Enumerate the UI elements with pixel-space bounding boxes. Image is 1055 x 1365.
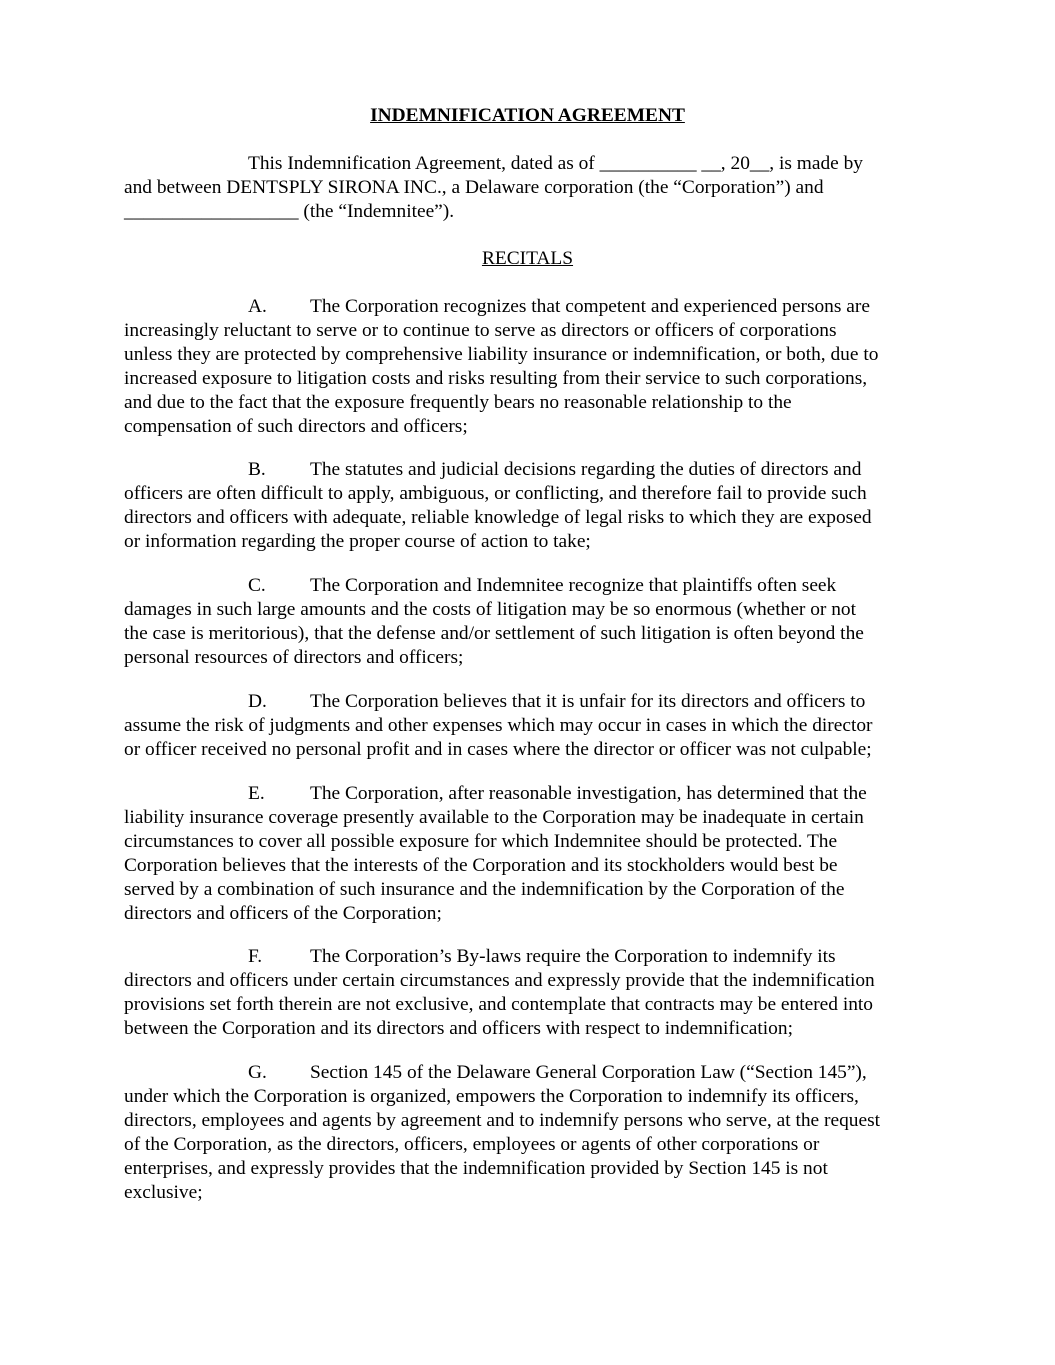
recital-d	[124, 690, 954, 762]
recital-text: The statutes and judicial decisions regarding the duties of directors and	[310, 459, 862, 480]
recital-line: circumstances to cover all possible exposure for which Indemnitee should be protected. The	[124, 831, 838, 852]
recitals-heading: RECITALS	[481, 248, 574, 269]
recital-line: of the Corporation, as the directors, officers, employees or agents of other corporations or	[124, 1134, 820, 1155]
recital-b	[124, 458, 954, 554]
recital-c	[124, 574, 954, 670]
recital-line: enterprises, and expressly provides that the indemnification provided by Section 145 is not	[124, 1158, 828, 1179]
recital-line: between the Corporation and its directors and officers with respect to indemnification;	[124, 1018, 793, 1039]
recital-letter: G.	[248, 1062, 267, 1083]
recital-line: increased exposure to litigation costs and risks resulting from their service to such corporations,	[124, 368, 868, 389]
recital-line: directors, employees and agents by agreement and to indemnify persons who serve, at the request	[124, 1110, 880, 1131]
document-title: INDEMNIFICATION AGREEMENT	[370, 105, 685, 126]
recital-text: Section 145 of the Delaware General Corporation Law (“Section 145”),	[310, 1062, 867, 1083]
recital-line: under which the Corporation is organized, empowers the Corporation to indemnify its officers,	[124, 1086, 859, 1107]
recital-line: or information regarding the proper course of action to take;	[124, 531, 591, 552]
recital-line: liability insurance coverage presently available to the Corporation may be inadequate in certain	[124, 807, 864, 828]
recital-line: assume the risk of judgments and other expenses which may occur in cases in which the director	[124, 715, 873, 736]
recital-letter: C.	[248, 575, 266, 596]
recital-line	[124, 574, 954, 598]
recital-line: the case is meritorious), that the defense and/or settlement of such litigation is often beyond the	[124, 623, 864, 644]
recital-line: provisions set forth therein are not exclusive, and contemplate that contracts may be entered into	[124, 994, 873, 1015]
recital-line	[124, 782, 954, 806]
recital-line: officers are often difficult to apply, ambiguous, or conflicting, and therefore fail to provide such	[124, 483, 867, 504]
recital-g	[124, 1061, 954, 1205]
recital-line: and due to the fact that the exposure frequently bears no reasonable relationship to the	[124, 392, 792, 413]
recital-line: directors and officers with adequate, reliable knowledge of legal risks to which they are exposed	[124, 507, 872, 528]
recital-text: The Corporation believes that it is unfair for its directors and officers to	[310, 691, 866, 712]
recital-line: increasingly reluctant to serve or to continue to serve as directors or officers of corporations	[124, 320, 837, 341]
recital-text: The Corporation’s By-laws require the Corporation to indemnify its	[310, 946, 836, 967]
recital-line	[124, 945, 954, 969]
recital-a	[124, 295, 954, 439]
recital-text: The Corporation and Indemnitee recognize that plaintiffs often seek	[310, 575, 837, 596]
recital-text: The Corporation, after reasonable investigation, has determined that the	[310, 783, 867, 804]
recital-letter: B.	[248, 459, 266, 480]
recital-line	[124, 690, 954, 714]
recital-line	[124, 295, 954, 319]
recital-letter: D.	[248, 691, 267, 712]
recital-line: exclusive;	[124, 1182, 203, 1203]
intro-line: and between DENTSPLY SIRONA INC., a Delaware corporation (the “Corporation”) and	[124, 177, 824, 198]
intro-line: __________________ (the “Indemnitee”).	[124, 201, 455, 222]
recital-f	[124, 945, 954, 1041]
intro-line: This Indemnification Agreement, dated as of __________ __, 20__, is made by	[248, 153, 863, 174]
recital-letter: F.	[248, 946, 263, 967]
recital-e	[124, 782, 954, 926]
recital-line: personal resources of directors and officers;	[124, 647, 464, 668]
recital-line: compensation of such directors and officers;	[124, 416, 468, 437]
recital-line: Corporation believes that the interests of the Corporation and its stockholders would best be	[124, 855, 838, 876]
intro-paragraph	[124, 152, 954, 224]
recital-line: directors and officers under certain circumstances and expressly provide that the indemnification	[124, 970, 875, 991]
recital-letter: E.	[248, 783, 265, 804]
recital-line: served by a combination of such insurance and the indemnification by the Corporation of the	[124, 879, 845, 900]
recital-line: unless they are protected by comprehensive liability insurance or indemnification, or both, due to	[124, 344, 879, 365]
recital-text: The Corporation recognizes that competent and experienced persons are	[310, 296, 870, 317]
recital-line: or officer received no personal profit and in cases where the director or officer was not culpable;	[124, 739, 872, 760]
recital-line: directors and officers of the Corporation;	[124, 903, 442, 924]
recital-line	[124, 458, 954, 482]
recital-line	[124, 1061, 954, 1085]
recital-letter: A.	[248, 296, 267, 317]
recital-line: damages in such large amounts and the costs of litigation may be so enormous (whether or not	[124, 599, 857, 620]
